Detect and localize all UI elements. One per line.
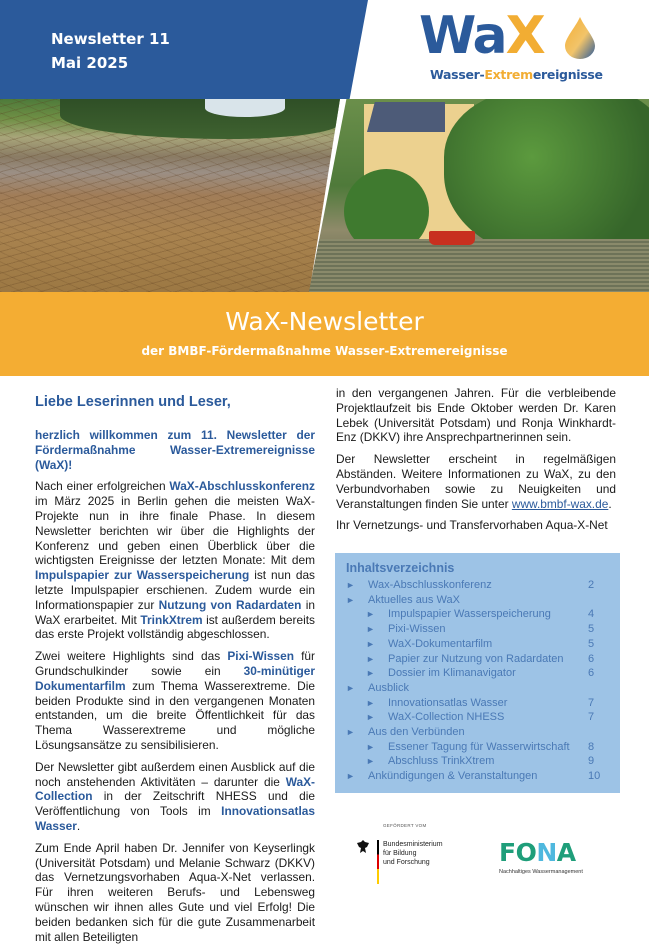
toc-item-label: Aus den Verbünden — [368, 726, 465, 739]
toc-item-label: Essener Tagung für Wasserwirtschaft — [388, 740, 570, 753]
title-banner — [0, 292, 649, 376]
toc-item-label: Innovationsatlas Wasser — [388, 696, 508, 709]
toc-item[interactable] — [346, 637, 610, 652]
flooded-street-image — [309, 99, 649, 292]
newsletter-header — [0, 0, 649, 99]
toc-item[interactable] — [346, 754, 610, 769]
toc-list — [346, 578, 610, 784]
toc-item-page: 6 — [588, 652, 595, 665]
toc-item-label: WaX-Collection NHESS — [388, 711, 505, 724]
triangle-right-icon: ► — [346, 594, 355, 605]
issue-number: Newsletter 11 — [51, 30, 170, 48]
left-column — [35, 394, 315, 951]
triangle-right-icon: ► — [346, 727, 355, 738]
link-pixi-wissen[interactable]: Pixi-Wissen — [227, 649, 294, 664]
link-dokumentarfilm[interactable]: 30-minütiger Dokumentarfilm — [35, 663, 315, 693]
link-impulspapier[interactable]: Impulspapier zur Wasserspeicherung — [35, 568, 250, 583]
triangle-right-icon: ► — [366, 712, 375, 723]
link-radardaten[interactable]: Nutzung von Radardaten — [158, 597, 302, 612]
forest-shape — [60, 99, 340, 139]
triangle-right-icon: ► — [366, 638, 375, 649]
logo-wordmark — [419, 6, 544, 66]
toc-item[interactable] — [346, 740, 610, 755]
toc-item-page: 5 — [588, 623, 595, 636]
logo-x: X — [505, 6, 544, 66]
toc-item-page: 2 — [588, 579, 595, 591]
signature: Ihr Vernetzungs- und Transfervorhaben Aqua-X-Net — [336, 518, 608, 533]
wax-logo — [415, 6, 605, 90]
toc-item-label: Papier zur Nutzung von Radardaten — [388, 652, 564, 665]
trees-shape — [444, 89, 664, 259]
rescue-boat-shape — [429, 231, 475, 245]
link-abschlusskonferenz[interactable]: WaX-Abschlusskonferenz — [169, 479, 315, 494]
toc-item[interactable] — [346, 622, 610, 637]
toc-item-page — [588, 681, 610, 696]
intro-paragraph: herzlich willkommen zum 11. Newsletter der Fördermaßnahme Wasser-Extremereignisse (WaX)! — [35, 428, 315, 472]
toc-item-label: Impulspapier Wasserspeicherung — [388, 608, 551, 621]
triangle-right-icon: ► — [346, 771, 355, 782]
sky-shape — [205, 99, 285, 117]
toc-item-page: 9 — [588, 755, 595, 768]
link-wax-collection[interactable]: WaX-Collection — [35, 774, 315, 804]
toc-item[interactable] — [346, 652, 610, 667]
german-flag-bar — [377, 840, 379, 884]
toc-item[interactable] — [346, 666, 610, 681]
fona-logo: FONA — [499, 838, 576, 867]
triangle-right-icon: ► — [346, 682, 355, 693]
paragraph-4: Zum Ende April haben Dr. Jennifer von Keyserlingk (Universität Potsdam) und Melanie Schwarz (DKKV) das Vernetzungsvorhaben Aqua-X-Net verlassen. Für ihren weiteren Berufs- und Lebensweg wünschen wir ihnen alles Gute und viel Erfolg! Die beiden bedanken sich für die gute Zusammenarbeit mit allen Beteiligten — [35, 840, 315, 944]
water-drop-icon — [563, 16, 597, 60]
paragraph-3: Der Newsletter gibt außerdem einen Ausblick auf die noch anstehenden Aktivitäten – darunter die WaX-Collection in der Zeitschrift NHESS und die Veröffentlichung von Tools im Innovationsatlas Wasser. — [35, 759, 315, 833]
toc-item-page: 7 — [588, 696, 595, 709]
toc-item-page: 10 — [588, 770, 601, 783]
toc-item[interactable] — [346, 593, 610, 608]
issue-date: Mai 2025 — [51, 54, 129, 72]
toc-item[interactable] — [346, 769, 610, 784]
toc-item[interactable] — [346, 681, 610, 696]
toc-item-page: 4 — [588, 608, 595, 621]
toc-item-label: Dossier im Klimanavigator — [388, 667, 516, 680]
triangle-right-icon: ► — [366, 756, 375, 767]
toc-item[interactable] — [346, 710, 610, 725]
funded-by-label: GEFÖRDERT VOM — [383, 823, 427, 828]
toc-item-label: Abschluss TrinkXtrem — [388, 755, 495, 768]
newsletter-title: WaX-Newsletter — [225, 307, 424, 336]
toc-item-page — [588, 593, 610, 608]
right-column — [336, 386, 616, 540]
paragraph-1: Nach einer erfolgreichen WaX-Abschlusskonferenz im März 2025 in Berlin gehen die meisten WaX-Projekte nun in ihre finale Phase. In diesem Newsletter berichten wir über die Highlights der Konferenz und geben einen Überblick über die wichtigsten Ereignisse der letzten Monate: Mit dem Impulspapier zur Wasserspeicherung ist nun das letzte Impulspapier erschienen. Zudem wurde ein Informationspapier zur Nutzung von Radardaten in WaX erarbeitet. Mit TrinkXtrem ist außerdem bereits das erste Projekt vollständig abgeschlossen. — [35, 479, 316, 642]
paragraph-2: Zwei weitere Highlights sind das Pixi-Wissen für Grundschulkinder sowie ein 30-minütiger Dokumentarfilm zum Thema Wasserextreme. Die beiden Produkte sind in den vergangenen Monaten entstanden, um die breite Öffentlichkeit für das Thema Wasserextreme und mögliche Lösungsansätze zu sensibilisieren. — [35, 649, 316, 752]
roof-shape — [367, 102, 445, 132]
toc-item-label: Ausblick — [368, 681, 409, 694]
newsletter-subtitle: der BMBF-Fördermaßnahme Wasser-Extremereignisse — [141, 344, 508, 358]
bmbf-logo-text: Bundesministerium für Bildung und Forschung — [383, 841, 443, 866]
flood-water-shape — [309, 239, 649, 292]
issue-info — [51, 27, 170, 75]
triangle-right-icon: ► — [366, 609, 375, 620]
link-trinkxtrem[interactable]: TrinkXtrem — [140, 612, 203, 627]
paragraph-5: in den vergangenen Jahren. Für die verbleibende Projektlaufzeit bis Ende Oktober werden Dr. Karen Lebek (Universität Potsdam) und Ronja Winkhardt-Enz (DKKV) ihre Ansprechpartnerinnen sein. — [336, 386, 616, 445]
toc-item[interactable] — [346, 578, 610, 593]
toc-item-page: 6 — [588, 667, 595, 680]
toc-item-page — [588, 725, 610, 740]
toc-item-page: 5 — [588, 637, 595, 650]
toc-item-label: Aktuelles aus WaX — [368, 593, 460, 606]
triangle-right-icon: ► — [366, 668, 375, 679]
website-link[interactable]: www.bmbf-wax.de — [511, 496, 609, 511]
toc-item-label: Wax-Abschlusskonferenz — [368, 579, 492, 591]
greeting-heading: Liebe Leserinnen und Leser, — [35, 394, 231, 410]
logo-wa: Wa — [419, 6, 506, 66]
triangle-right-icon: ► — [346, 580, 355, 590]
triangle-right-icon: ► — [366, 653, 375, 664]
triangle-right-icon: ► — [366, 741, 375, 752]
toc-title: Inhaltsverzeichnis — [346, 561, 455, 575]
triangle-right-icon: ► — [366, 624, 375, 635]
fona-subtitle: Nachhaltiges Wassermanagement — [499, 869, 583, 875]
toc-item-label: Pixi-Wissen — [388, 623, 446, 636]
link-innovationsatlas[interactable]: Innovationsatlas Wasser — [35, 804, 315, 833]
hero-images — [0, 99, 649, 292]
toc-item-label: Ankündigungen & Veranstaltungen — [368, 770, 538, 783]
drought-landscape-image — [0, 99, 340, 292]
toc-item-label: WaX-Dokumentarfilm — [388, 637, 493, 650]
federal-eagle-icon — [357, 840, 369, 854]
paragraph-6: Der Newsletter erscheint in regelmäßigen Abständen. Weitere Informationen zu WaX, zu den Verbundvorhaben sowie zu Neuigkeiten und Veranstaltungen finden Sie unter www.bmbf-wax.de. — [336, 452, 616, 511]
toc-item[interactable] — [346, 607, 610, 622]
toc-item[interactable] — [346, 696, 610, 711]
toc-item-page: 8 — [588, 740, 595, 753]
toc-item[interactable] — [346, 725, 610, 740]
triangle-right-icon: ► — [366, 697, 375, 708]
table-of-contents — [335, 553, 620, 793]
toc-item-page: 7 — [588, 711, 595, 724]
logo-subtitle: Wasser-Extremereignisse — [430, 67, 603, 82]
